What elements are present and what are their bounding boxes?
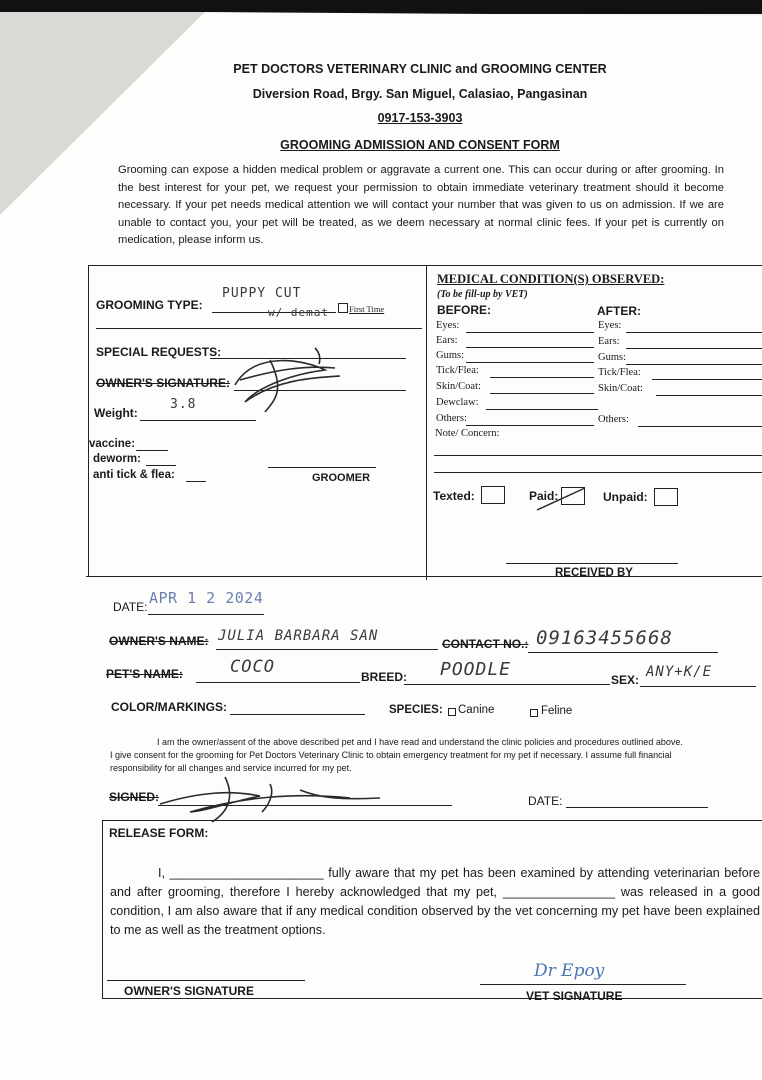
color-markings-line <box>230 714 365 715</box>
note-line-1 <box>434 455 762 456</box>
date-label: DATE: <box>113 600 148 614</box>
grid-left-border <box>88 265 89 576</box>
release-form-title: RELEASE FORM: <box>109 826 209 840</box>
before-item-line <box>466 362 594 363</box>
before-item-label: Dewclaw: <box>436 397 479 408</box>
after-item-label: Gums: <box>598 352 627 363</box>
deworm-label: deworm: <box>93 453 141 465</box>
grooming-type-value: PUPPY CUT <box>222 286 302 301</box>
vaccine-line <box>136 450 168 451</box>
before-item-label: Ears: <box>436 335 458 346</box>
breed-label: BREED: <box>361 670 408 684</box>
owner-release-signature-line <box>107 980 305 981</box>
owner-name-line <box>216 649 438 650</box>
after-item-line <box>626 364 762 365</box>
texted-checkbox[interactable] <box>481 486 505 504</box>
before-item-line <box>466 347 594 348</box>
canine-label: Canine <box>458 704 495 716</box>
before-item-line <box>466 332 594 333</box>
sex-label: SEX: <box>611 673 640 687</box>
texted-label: Texted: <box>433 489 475 503</box>
after-item-label: Ears: <box>598 336 620 347</box>
before-item-label: Skin/Coat: <box>436 381 481 392</box>
color-markings-label: COLOR/MARKINGS: <box>111 700 227 714</box>
unpaid-checkbox[interactable] <box>654 488 678 506</box>
before-item-label: Tick/Flea: <box>436 365 479 376</box>
consent-line-1: I am the owner/assent of the above described pet and I have read and understand the clinic policies and procedures outlined above. <box>157 737 683 747</box>
paid-label: Paid: <box>529 489 559 503</box>
grooming-type-value-2: w/ demat <box>268 306 329 319</box>
weight-value: 3.8 <box>170 397 197 412</box>
owner-signature-scribble <box>215 340 355 415</box>
grooming-type-line-2 <box>96 328 422 329</box>
paid-check-mark <box>535 484 590 514</box>
vaccine-label: vaccine: <box>89 438 136 450</box>
after-item-label: Skin/Coat: <box>598 383 643 394</box>
owner-signature-label: OWNER'S SIGNATURE: <box>96 376 230 390</box>
feline-label: Feline <box>541 705 573 717</box>
release-paragraph: I, ______________________ fully aware that my pet has been examined by attending veterinarian before and after grooming, therefore I hereby acknowledged that my pet, ________________ was released in a good condition, I am also aware that if any medical condition observed by the vet concerning my pet have been explained to me as well as the treatment options. <box>110 866 760 937</box>
scan-border <box>0 0 762 14</box>
deworm-line <box>146 465 176 466</box>
vet-signature-line <box>480 984 686 985</box>
release-top-border <box>102 820 762 821</box>
groomer-label: GROOMER <box>312 472 371 484</box>
after-item-line <box>626 332 762 333</box>
signed-date-line <box>566 807 708 808</box>
pet-name-line <box>196 682 360 683</box>
signed-date-label: DATE: <box>528 794 563 808</box>
weight-label: Weight: <box>94 406 138 420</box>
clinic-phone: 0917-153-3903 <box>377 111 463 125</box>
before-item-label: Gums: <box>436 350 465 361</box>
before-item-label: Eyes: <box>436 320 460 331</box>
feline-checkbox[interactable] <box>530 709 538 717</box>
antitick-line <box>186 481 206 482</box>
after-item-line <box>638 426 762 427</box>
note-line-2 <box>434 472 762 473</box>
vet-signature-value: Dr Epoy <box>534 961 605 981</box>
vet-signature-label: VET SIGNATURE <box>526 989 623 1003</box>
before-label: BEFORE: <box>437 303 491 317</box>
received-by-line <box>506 563 678 564</box>
clinic-name: PET DOCTORS VETERINARY CLINIC and GROOMING CENTER <box>233 62 607 76</box>
after-item-label: Others: <box>598 414 629 425</box>
form-title: GROOMING ADMISSION AND CONSENT FORM <box>280 138 560 152</box>
after-label: AFTER: <box>597 304 641 318</box>
breed-value: POODLE <box>440 659 512 680</box>
first-time-label: First Time <box>349 304 385 314</box>
grooming-type-label: GROOMING TYPE: <box>96 298 203 312</box>
sex-value: ANY+K/E <box>646 664 713 680</box>
before-item-line <box>490 393 594 394</box>
after-item-label: Eyes: <box>598 320 622 331</box>
antitick-label: anti tick & flea: <box>93 469 175 481</box>
sex-line <box>640 686 756 687</box>
first-time-checkbox[interactable] <box>338 303 348 313</box>
contact-line <box>528 652 718 653</box>
received-by-label: RECEIVED BY <box>555 567 633 579</box>
owner-name-value: JULIA BARBARA SAN <box>218 628 379 644</box>
pet-name-value: COCO <box>230 657 275 677</box>
groomer-line <box>268 467 376 468</box>
grid-bottom-border <box>86 576 762 577</box>
owner-release-signature-label: OWNER'S SIGNATURE <box>124 984 254 998</box>
medical-condition-subtitle: (To be fill-up by VET) <box>437 289 528 300</box>
breed-line <box>404 684 610 685</box>
before-item-line <box>490 377 594 378</box>
owner-name-label: OWNER'S NAME: <box>109 634 209 648</box>
after-item-label: Tick/Flea: <box>598 367 641 378</box>
signed-label: SIGNED: <box>109 790 160 804</box>
unpaid-label: Unpaid: <box>603 490 648 504</box>
owner-consent-signature <box>150 762 390 827</box>
species-label: SPECIES: <box>389 704 443 716</box>
pet-name-label: PET'S NAME: <box>106 667 183 681</box>
release-bottom-border <box>102 998 762 999</box>
contact-label: CONTACT NO.: <box>442 637 529 651</box>
before-item-line <box>466 425 594 426</box>
canine-checkbox[interactable] <box>448 708 456 716</box>
release-left-border <box>102 820 103 998</box>
before-item-label: Others: <box>436 413 467 424</box>
date-stamp: APR 1 2 2024 <box>149 589 264 607</box>
after-item-line <box>656 395 762 396</box>
date-line <box>148 614 264 615</box>
grid-top-border <box>88 265 762 266</box>
after-item-line <box>652 379 762 380</box>
consent-line-2: I give consent for the grooming for Pet Doctors Veterinary Clinic to obtain emergency treatment for my pet if necessary. I assume full financial <box>110 750 672 760</box>
special-requests-label: SPECIAL REQUESTS: <box>96 345 222 359</box>
clinic-address: Diversion Road, Brgy. San Miguel, Calasiao, Pangasinan <box>252 87 588 101</box>
after-item-line <box>626 348 762 349</box>
weight-line <box>140 420 256 421</box>
consent-line-3: responsibility for all changes and service incurred for my pet. <box>110 763 352 773</box>
contact-value: 09163455668 <box>536 627 673 649</box>
intro-paragraph: Grooming can expose a hidden medical problem or aggravate a current one. This can occur during or after grooming. In the best interest for your pet, we request your permission to obtain immediate veterinary treatment should it become necessary. If your pet needs medical attention we will contact your number that was given to us on admission. If we are unable to contact you, your pet will be treated, as we deem necessary at normal clinic fees. If your pet is currently on medication, please inform us. <box>118 164 724 246</box>
before-item-line <box>486 409 598 410</box>
note-concern-label: Note/ Concern: <box>435 428 500 439</box>
medical-condition-title: MEDICAL CONDITION(S) OBSERVED: <box>437 272 665 286</box>
grid-divider <box>426 265 427 580</box>
